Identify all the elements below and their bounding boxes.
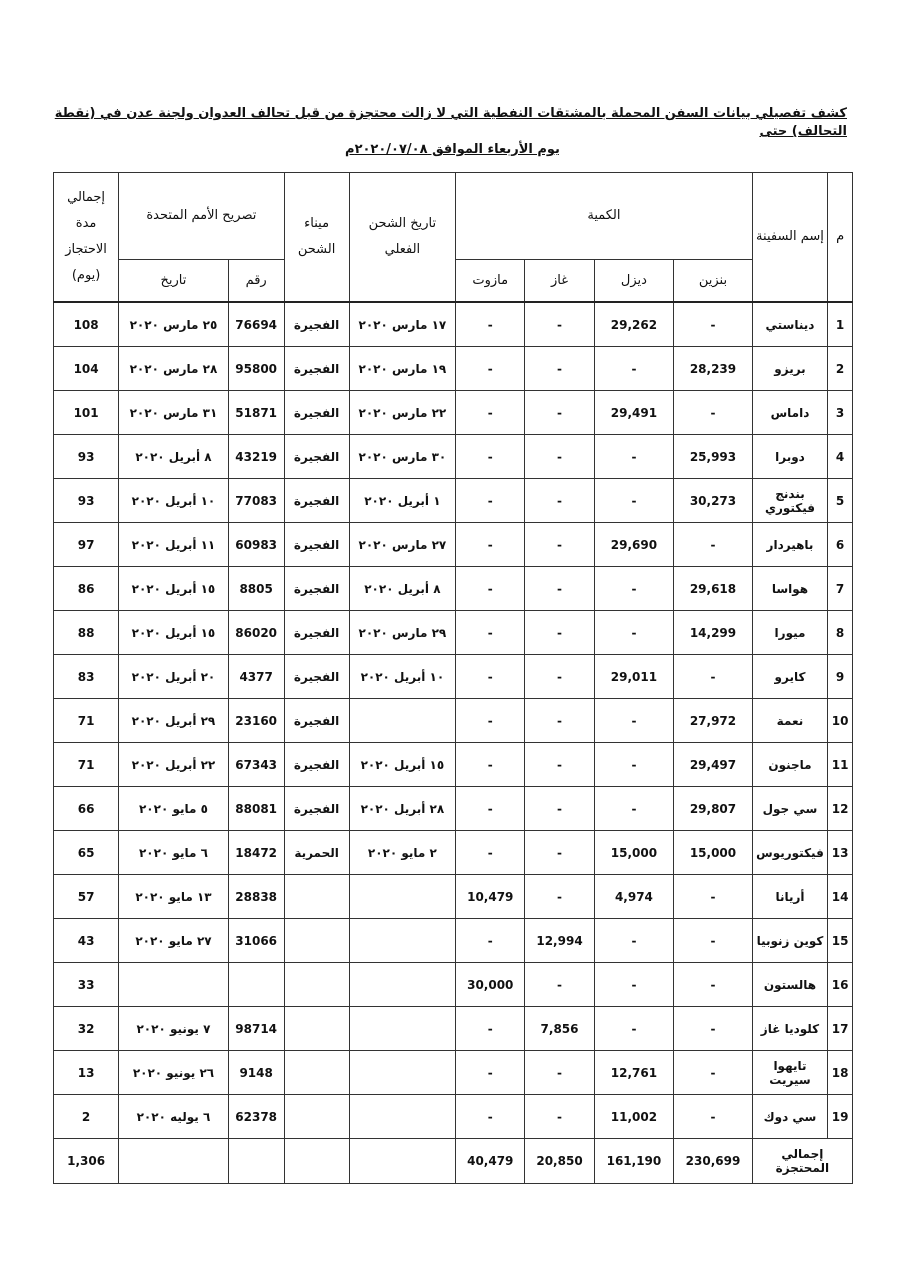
header-un-permit: تصريح الأمم المتحدة xyxy=(119,173,284,260)
row-ship-name: باهيردار xyxy=(752,523,827,567)
row-permit-date: ٨ أبريل ٢٠٢٠ xyxy=(119,435,229,479)
row-index: 8 xyxy=(828,611,853,655)
row-loading-date: ١ أبريل ٢٠٢٠ xyxy=(349,479,455,523)
row-permit-number: 28838 xyxy=(228,875,284,919)
row-gas: - xyxy=(525,479,594,523)
row-mazut: - xyxy=(456,302,525,347)
row-total-days: 71 xyxy=(54,699,119,743)
row-permit-date: ١٣ مايو ٢٠٢٠ xyxy=(119,875,229,919)
row-total-days: 93 xyxy=(54,479,119,523)
table-row xyxy=(54,875,853,919)
row-loading-date: ٢٧ مارس ٢٠٢٠ xyxy=(349,523,455,567)
row-petrol: 25,993 xyxy=(674,435,753,479)
header-mazut: مازوت xyxy=(456,260,525,303)
header-total-days: إجمالي مدة الاحتجاز (يوم) xyxy=(54,173,119,303)
row-index: 7 xyxy=(828,567,853,611)
row-gas: - xyxy=(525,302,594,347)
table-row xyxy=(54,743,853,787)
row-ship-name: داماس xyxy=(752,391,827,435)
table-row xyxy=(54,699,853,743)
row-petrol: - xyxy=(674,302,753,347)
row-index: 12 xyxy=(828,787,853,831)
row-loading-port: الفجيرة xyxy=(284,567,349,611)
row-petrol: - xyxy=(674,523,753,567)
table-row xyxy=(54,567,853,611)
row-mazut: - xyxy=(456,655,525,699)
row-gas: - xyxy=(525,655,594,699)
row-permit-date xyxy=(119,963,229,1007)
row-gas: - xyxy=(525,523,594,567)
header-permit-date: تاريخ xyxy=(119,260,229,303)
row-diesel: - xyxy=(594,919,674,963)
row-loading-date: ٣٠ مارس ٢٠٢٠ xyxy=(349,435,455,479)
row-diesel: 29,011 xyxy=(594,655,674,699)
row-loading-port xyxy=(284,919,349,963)
row-loading-port: الفجيرة xyxy=(284,611,349,655)
row-permit-number: 62378 xyxy=(228,1095,284,1139)
header-permit-number: رقم xyxy=(228,260,284,303)
row-diesel: - xyxy=(594,743,674,787)
total-gas: 20,850 xyxy=(525,1139,594,1184)
row-diesel: 15,000 xyxy=(594,831,674,875)
row-total-days: 83 xyxy=(54,655,119,699)
row-mazut: - xyxy=(456,1051,525,1095)
row-index: 19 xyxy=(828,1095,853,1139)
report-title-line2: يوم الأربعاء الموافق ٢٠٢٠/٠٧/٠٨م xyxy=(345,142,560,157)
table-row xyxy=(54,479,853,523)
row-ship-name: كايرو xyxy=(752,655,827,699)
row-permit-date: ١٥ أبريل ٢٠٢٠ xyxy=(119,611,229,655)
row-loading-port xyxy=(284,1051,349,1095)
row-petrol: 30,273 xyxy=(674,479,753,523)
row-loading-date xyxy=(349,1007,455,1051)
table-row xyxy=(54,347,853,391)
row-petrol: - xyxy=(674,1095,753,1139)
row-mazut: - xyxy=(456,391,525,435)
row-mazut: 30,000 xyxy=(456,963,525,1007)
total-loading-date xyxy=(349,1139,455,1184)
row-permit-number: 76694 xyxy=(228,302,284,347)
header-loading-port: ميناء الشحن xyxy=(284,173,349,303)
row-mazut: - xyxy=(456,699,525,743)
row-loading-port: الفجيرة xyxy=(284,699,349,743)
row-permit-date: ٦ يوليه ٢٠٢٠ xyxy=(119,1095,229,1139)
row-loading-port: الفجيرة xyxy=(284,523,349,567)
row-loading-date xyxy=(349,1095,455,1139)
row-gas: - xyxy=(525,347,594,391)
row-gas: - xyxy=(525,1095,594,1139)
row-loading-port xyxy=(284,1007,349,1051)
row-loading-date: ١٠ أبريل ٢٠٢٠ xyxy=(349,655,455,699)
row-petrol: - xyxy=(674,655,753,699)
row-diesel: - xyxy=(594,567,674,611)
row-index: 18 xyxy=(828,1051,853,1095)
row-ship-name: سي دوك xyxy=(752,1095,827,1139)
row-loading-port: الفجيرة xyxy=(284,391,349,435)
header-petrol: بنزين xyxy=(674,260,753,303)
row-loading-date: ٢٢ مارس ٢٠٢٠ xyxy=(349,391,455,435)
row-petrol: 27,972 xyxy=(674,699,753,743)
row-petrol: - xyxy=(674,1007,753,1051)
row-mazut: - xyxy=(456,919,525,963)
row-loading-port: الفجيرة xyxy=(284,787,349,831)
row-loading-date xyxy=(349,875,455,919)
row-gas: - xyxy=(525,435,594,479)
row-permit-number: 4377 xyxy=(228,655,284,699)
row-petrol: 29,618 xyxy=(674,567,753,611)
row-total-days: 104 xyxy=(54,347,119,391)
row-ship-name: ميورا xyxy=(752,611,827,655)
row-permit-date: ٢٠ أبريل ٢٠٢٠ xyxy=(119,655,229,699)
row-gas: - xyxy=(525,1051,594,1095)
row-diesel: - xyxy=(594,963,674,1007)
row-permit-date: ٢٥ مارس ٢٠٢٠ xyxy=(119,302,229,347)
row-mazut: - xyxy=(456,831,525,875)
row-permit-number: 31066 xyxy=(228,919,284,963)
row-permit-number: 60983 xyxy=(228,523,284,567)
row-mazut: - xyxy=(456,743,525,787)
row-total-days: 71 xyxy=(54,743,119,787)
row-ship-name: سي جول xyxy=(752,787,827,831)
header-ship-name: إسم السفينة xyxy=(752,173,827,303)
row-permit-date: ٦ مايو ٢٠٢٠ xyxy=(119,831,229,875)
row-total-days: 33 xyxy=(54,963,119,1007)
row-diesel: - xyxy=(594,479,674,523)
totals-label: إجمالي المحتجزة xyxy=(752,1139,852,1184)
row-gas: 12,994 xyxy=(525,919,594,963)
table-row xyxy=(54,435,853,479)
row-index: 15 xyxy=(828,919,853,963)
row-gas: - xyxy=(525,611,594,655)
total-permit-number xyxy=(228,1139,284,1184)
row-ship-name: بريزو xyxy=(752,347,827,391)
row-permit-number: 77083 xyxy=(228,479,284,523)
row-total-days: 101 xyxy=(54,391,119,435)
row-permit-number: 51871 xyxy=(228,391,284,435)
row-total-days: 43 xyxy=(54,919,119,963)
row-loading-port: الفجيرة xyxy=(284,655,349,699)
row-index: 1 xyxy=(828,302,853,347)
row-permit-number: 18472 xyxy=(228,831,284,875)
row-index: 5 xyxy=(828,479,853,523)
row-permit-number: 9148 xyxy=(228,1051,284,1095)
row-gas: - xyxy=(525,699,594,743)
row-permit-date: ٢٩ أبريل ٢٠٢٠ xyxy=(119,699,229,743)
row-index: 16 xyxy=(828,963,853,1007)
row-index: 13 xyxy=(828,831,853,875)
totals-row xyxy=(54,1139,853,1184)
row-permit-date: ١١ أبريل ٢٠٢٠ xyxy=(119,523,229,567)
table-row xyxy=(54,787,853,831)
row-loading-port xyxy=(284,1095,349,1139)
row-mazut: - xyxy=(456,787,525,831)
row-petrol: 15,000 xyxy=(674,831,753,875)
row-total-days: 57 xyxy=(54,875,119,919)
total-loading-port xyxy=(284,1139,349,1184)
row-permit-date: ٢٨ مارس ٢٠٢٠ xyxy=(119,347,229,391)
detained-ships-table xyxy=(53,172,853,1184)
table-row xyxy=(54,1051,853,1095)
row-gas: - xyxy=(525,831,594,875)
row-index: 6 xyxy=(828,523,853,567)
table-row xyxy=(54,655,853,699)
row-permit-date: ١٥ أبريل ٢٠٢٠ xyxy=(119,567,229,611)
row-mazut: - xyxy=(456,567,525,611)
row-gas: - xyxy=(525,875,594,919)
row-permit-date: ٢٦ يونيو ٢٠٢٠ xyxy=(119,1051,229,1095)
row-total-days: 93 xyxy=(54,435,119,479)
row-permit-number: 43219 xyxy=(228,435,284,479)
row-diesel: - xyxy=(594,787,674,831)
row-mazut: - xyxy=(456,479,525,523)
row-petrol: - xyxy=(674,875,753,919)
total-permit-date xyxy=(119,1139,229,1184)
table-row xyxy=(54,1095,853,1139)
row-permit-number: 8805 xyxy=(228,567,284,611)
row-diesel: - xyxy=(594,347,674,391)
row-diesel: 4,974 xyxy=(594,875,674,919)
row-mazut: - xyxy=(456,435,525,479)
row-loading-port: الفجيرة xyxy=(284,743,349,787)
row-total-days: 86 xyxy=(54,567,119,611)
total-mazut: 40,479 xyxy=(456,1139,525,1184)
row-ship-name: دوبرا xyxy=(752,435,827,479)
row-ship-name: هالستون xyxy=(752,963,827,1007)
row-permit-date: ٧ يونيو ٢٠٢٠ xyxy=(119,1007,229,1051)
header-loading-date: تاريخ الشحن الفعلي xyxy=(349,173,455,303)
report-title-line1: كشف تفصيلي بيانات السفن المحملة بالمشتقات النفطية التي لا زالت محتجزة من قبل تحالف العدوان ولجنة عدن في (نقطة التحالف) حتى xyxy=(54,106,847,139)
row-ship-name: نعمة xyxy=(752,699,827,743)
row-diesel: - xyxy=(594,699,674,743)
row-loading-date: ١٩ مارس ٢٠٢٠ xyxy=(349,347,455,391)
header-index: م xyxy=(828,173,853,303)
row-total-days: 108 xyxy=(54,302,119,347)
total-petrol: 230,699 xyxy=(674,1139,753,1184)
row-total-days: 13 xyxy=(54,1051,119,1095)
row-permit-date: ٥ مايو ٢٠٢٠ xyxy=(119,787,229,831)
row-gas: 7,856 xyxy=(525,1007,594,1051)
table-row xyxy=(54,523,853,567)
row-gas: - xyxy=(525,743,594,787)
table-row xyxy=(54,1007,853,1051)
row-mazut: - xyxy=(456,347,525,391)
row-permit-date: ١٠ أبريل ٢٠٢٠ xyxy=(119,479,229,523)
row-permit-number: 95800 xyxy=(228,347,284,391)
row-permit-number: 23160 xyxy=(228,699,284,743)
row-index: 3 xyxy=(828,391,853,435)
row-petrol: - xyxy=(674,391,753,435)
row-total-days: 2 xyxy=(54,1095,119,1139)
row-gas: - xyxy=(525,391,594,435)
header-quantity: الكمية xyxy=(456,173,753,260)
row-permit-date: ٢٧ مايو ٢٠٢٠ xyxy=(119,919,229,963)
row-loading-port: الفجيرة xyxy=(284,302,349,347)
row-ship-name: بندنج فيكتوري xyxy=(752,479,827,523)
row-mazut: - xyxy=(456,1007,525,1051)
row-petrol: - xyxy=(674,963,753,1007)
row-gas: - xyxy=(525,787,594,831)
row-total-days: 66 xyxy=(54,787,119,831)
row-mazut: 10,479 xyxy=(456,875,525,919)
row-permit-number: 88081 xyxy=(228,787,284,831)
row-loading-port: الفجيرة xyxy=(284,479,349,523)
row-ship-name: كلوديا غاز xyxy=(752,1007,827,1051)
row-mazut: - xyxy=(456,523,525,567)
row-index: 9 xyxy=(828,655,853,699)
row-loading-port xyxy=(284,963,349,1007)
row-permit-number: 98714 xyxy=(228,1007,284,1051)
row-permit-number: 67343 xyxy=(228,743,284,787)
row-loading-date: ١٧ مارس ٢٠٢٠ xyxy=(349,302,455,347)
header-gas: غاز xyxy=(525,260,594,303)
total-days: 1,306 xyxy=(54,1139,119,1184)
row-diesel: 29,262 xyxy=(594,302,674,347)
row-loading-date: ٢ مايو ٢٠٢٠ xyxy=(349,831,455,875)
row-loading-date xyxy=(349,699,455,743)
table-row xyxy=(54,831,853,875)
row-ship-name: هواسا xyxy=(752,567,827,611)
row-loading-date xyxy=(349,1051,455,1095)
row-loading-date: ٢٨ أبريل ٢٠٢٠ xyxy=(349,787,455,831)
row-diesel: - xyxy=(594,435,674,479)
row-diesel: 29,690 xyxy=(594,523,674,567)
row-permit-number xyxy=(228,963,284,1007)
row-permit-number: 86020 xyxy=(228,611,284,655)
header-diesel: ديزل xyxy=(594,260,674,303)
row-petrol: 28,239 xyxy=(674,347,753,391)
row-loading-date: ٨ أبريل ٢٠٢٠ xyxy=(349,567,455,611)
table-row xyxy=(54,611,853,655)
row-loading-port xyxy=(284,875,349,919)
row-ship-name: ماجنون xyxy=(752,743,827,787)
row-petrol: 29,497 xyxy=(674,743,753,787)
total-diesel: 161,190 xyxy=(594,1139,674,1184)
row-index: 4 xyxy=(828,435,853,479)
row-ship-name: أريانا xyxy=(752,875,827,919)
row-mazut: - xyxy=(456,1095,525,1139)
row-ship-name: ديناستي xyxy=(752,302,827,347)
row-permit-date: ٣١ مارس ٢٠٢٠ xyxy=(119,391,229,435)
row-petrol: 14,299 xyxy=(674,611,753,655)
row-total-days: 32 xyxy=(54,1007,119,1051)
row-diesel: 12,761 xyxy=(594,1051,674,1095)
row-total-days: 97 xyxy=(54,523,119,567)
table-row xyxy=(54,391,853,435)
row-index: 2 xyxy=(828,347,853,391)
row-index: 11 xyxy=(828,743,853,787)
row-ship-name: فيكتوريوس xyxy=(752,831,827,875)
row-diesel: - xyxy=(594,1007,674,1051)
row-total-days: 65 xyxy=(54,831,119,875)
row-ship-name: تايهوا سيريت xyxy=(752,1051,827,1095)
row-loading-date: ١٥ أبريل ٢٠٢٠ xyxy=(349,743,455,787)
row-loading-date: ٢٩ مارس ٢٠٢٠ xyxy=(349,611,455,655)
row-loading-date xyxy=(349,919,455,963)
row-loading-port: الفجيرة xyxy=(284,347,349,391)
row-gas: - xyxy=(525,963,594,1007)
row-loading-port: الحمرية xyxy=(284,831,349,875)
row-index: 14 xyxy=(828,875,853,919)
row-total-days: 88 xyxy=(54,611,119,655)
row-index: 10 xyxy=(828,699,853,743)
row-diesel: 11,002 xyxy=(594,1095,674,1139)
row-diesel: - xyxy=(594,611,674,655)
row-petrol: - xyxy=(674,919,753,963)
row-gas: - xyxy=(525,567,594,611)
row-loading-port: الفجيرة xyxy=(284,435,349,479)
row-loading-date xyxy=(349,963,455,1007)
table-row xyxy=(54,919,853,963)
row-permit-date: ٢٢ أبريل ٢٠٢٠ xyxy=(119,743,229,787)
row-mazut: - xyxy=(456,611,525,655)
table-row xyxy=(54,302,853,347)
row-index: 17 xyxy=(828,1007,853,1051)
table-body xyxy=(54,302,853,1139)
table-row xyxy=(54,963,853,1007)
row-ship-name: كوين زنوبيا xyxy=(752,919,827,963)
row-diesel: 29,491 xyxy=(594,391,674,435)
row-petrol: 29,807 xyxy=(674,787,753,831)
row-petrol: - xyxy=(674,1051,753,1095)
